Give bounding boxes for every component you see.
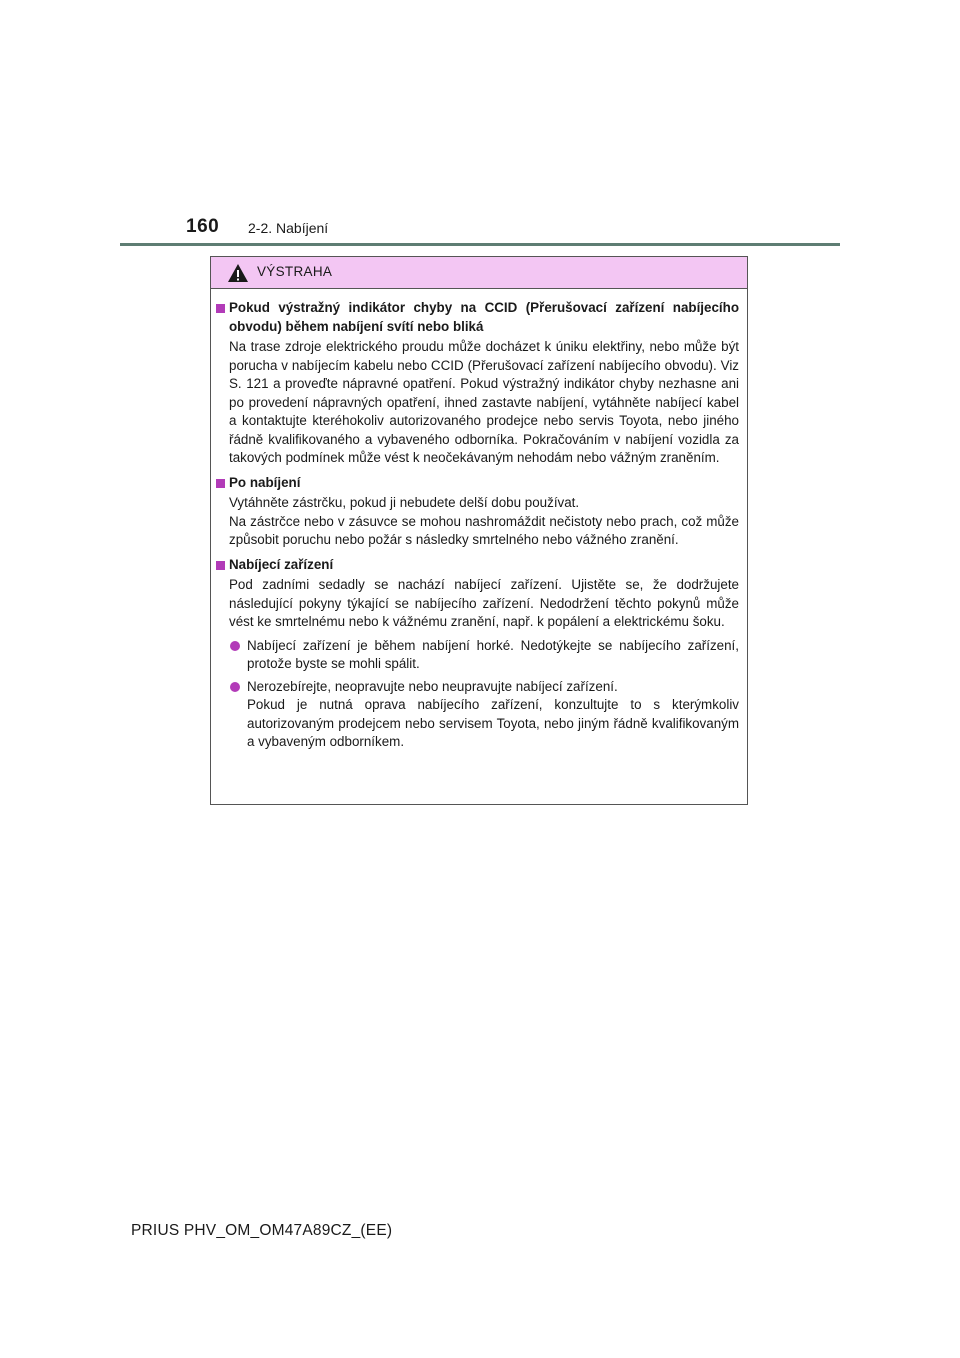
section-title: 2-2. Nabíjení xyxy=(248,220,329,236)
list-item-text: Pokud je nutná oprava nabíjecího zařízení, konzultujte to s kterýmkoliv autorizovaným prodejcem nebo servisem Toyota, nebo jiným řádně kvalifikovaným a vybaveným odborníkem. xyxy=(247,697,739,749)
topic-after-charging xyxy=(216,474,739,550)
header-rule xyxy=(120,243,840,246)
list-item xyxy=(216,637,739,674)
page-number: 160 xyxy=(186,216,220,237)
topic-heading xyxy=(216,299,739,336)
topic-text xyxy=(216,576,739,632)
paragraph: Vytáhněte zástrčku, pokud ji nebudete delší dobu používat. xyxy=(229,495,580,510)
list-item-text: Nabíjecí zařízení je během nabíjení horké. Nedotýkejte se nabíjecího zařízení, protože byste se mohli spálit. xyxy=(247,637,739,671)
warning-header xyxy=(211,257,747,289)
topic-charging-device xyxy=(216,556,739,752)
bullet-list xyxy=(216,637,739,752)
topic-text xyxy=(216,338,739,468)
round-bullet-icon xyxy=(230,682,240,692)
warning-box xyxy=(210,256,748,805)
paragraph: Na zástrčce nebo v zásuvce se mohou nashromáždit nečistoty nebo prach, což může způsobit poruchu nebo požár s následky smrtelného nebo vážného zranění. xyxy=(229,513,739,547)
topic-heading-text: Po nabíjení xyxy=(229,474,301,490)
square-bullet-icon xyxy=(216,561,225,570)
document-code: PRIUS PHV_OM_OM47A89CZ_(EE) xyxy=(131,1222,393,1239)
list-item xyxy=(216,678,739,752)
square-bullet-icon xyxy=(216,304,225,313)
topic-heading-text: Pokud výstražný indikátor chyby na CCID (Přerušovací zařízení nabíjecího obvodu) během nabíjení svítí nebo bliká xyxy=(229,300,739,334)
list-item-text: Nerozebírejte, neopravujte nebo neupravujte nabíjecí zařízení. xyxy=(247,678,618,694)
paragraph: Pod zadními sedadly se nachází nabíjecí zařízení. Ujistěte se, že dodržujete následující pokyny týkající se nabíjecího zařízení. Nedodržení těchto pokynů může vést ke smrtelnému nebo k vážnému zranění, např. k popálení a elektrickému šoku. xyxy=(229,577,739,629)
square-bullet-icon xyxy=(216,479,225,488)
topic-ccid-indicator xyxy=(216,299,739,468)
round-bullet-icon xyxy=(230,641,240,651)
warning-triangle-icon xyxy=(227,263,249,283)
topic-heading xyxy=(216,556,739,575)
topic-heading-text: Nabíjecí zařízení xyxy=(229,556,334,572)
topic-heading xyxy=(216,474,739,493)
paragraph: Na trase zdroje elektrického proudu může docházet k úniku elektřiny, nebo může být porucha v nabíjecím kabelu nebo CCID (Přerušovací zařízení nabíjecího obvodu). Viz S. 121 a proveďte nápravné opatření. Pokud výstražný indikátor chyby nezhasne ani po provedení nápravných opatření, ihned zastavte nabíjení, vytáhněte nabíjecí kabel a kontaktujte kteréhokoliv autorizovaného prodejce nebo servis Toyota, nebo jiného řádně kvalifikovaného a vybaveného odborníka. Pokračováním v nabíjení vozidla za takových podmínek může vést k neočekávaným nehodám nebo vážným zraněním. xyxy=(229,339,739,465)
warning-body xyxy=(211,289,747,752)
topic-text xyxy=(216,494,739,550)
warning-title: VÝSTRAHA xyxy=(257,264,333,279)
